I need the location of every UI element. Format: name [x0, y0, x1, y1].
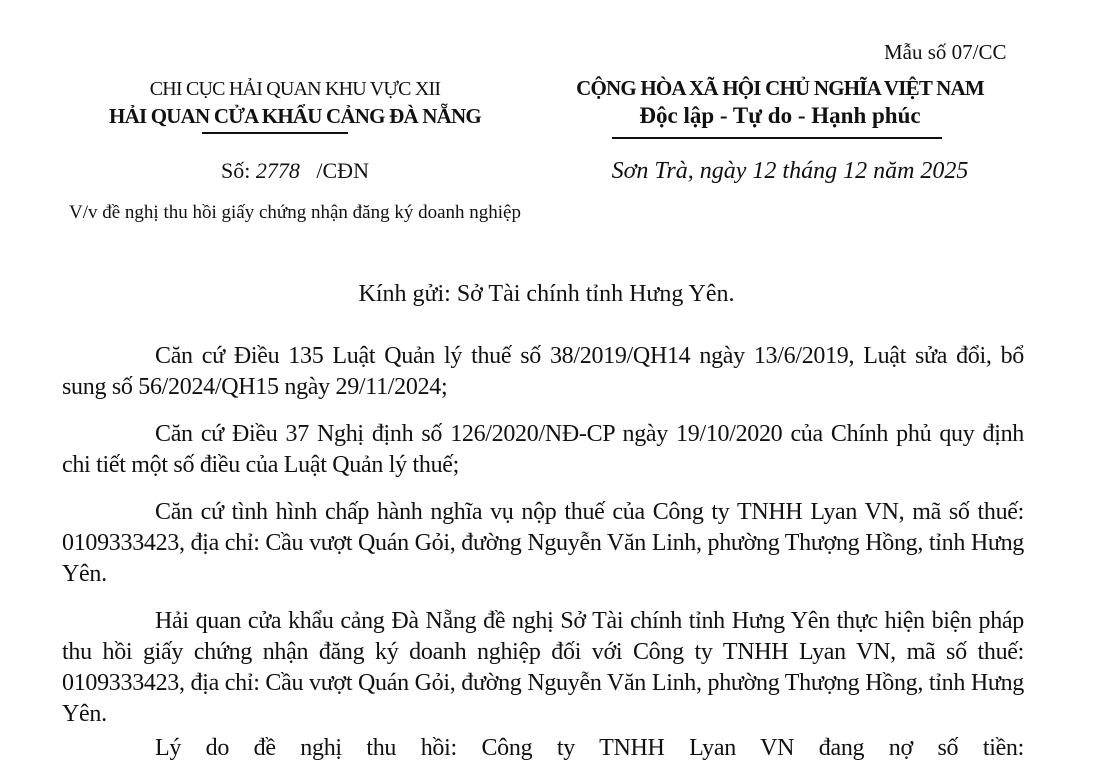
place-date: Sơn Trà, ngày 12 tháng 12 năm 2025 — [611, 158, 969, 184]
document-number-suffix: /CĐN — [316, 158, 369, 183]
document-number-value: 2778 — [255, 158, 300, 183]
body-paragraph: Căn cứ tình hình chấp hành nghĩa vụ nộp thuế của Công ty TNHH Lyan VN, mã số thuế: 0109333423, địa chỉ: Cầu vượt Quán Gỏi, đường Nguyễn Văn Linh, phường Thượng Hồng, tỉnh Hưng Yên. — [62, 499, 1024, 587]
agency-underline — [202, 132, 348, 134]
agency-name: HẢI QUAN CỬA KHẨU CẢNG ĐÀ NẴNG — [109, 104, 481, 128]
national-title: CỘNG HÒA XÃ HỘI CHỦ NGHĨA VIỆT NAM — [576, 76, 984, 100]
document-subject: V/v đề nghị thu hồi giấy chứng nhận đăng ký doanh nghiệp — [69, 202, 521, 223]
agency-parent: CHI CỤC HẢI QUAN KHU VỰC XII — [149, 78, 441, 100]
document-number-label: Số: — [221, 158, 251, 183]
body-paragraph: Căn cứ Điều 135 Luật Quản lý thuế số 38/2019/QH14 ngày 13/6/2019, Luật sửa đổi, bổ sung số 56/2024/QH15 ngày 29/11/2024; — [62, 343, 1024, 400]
body-paragraph: Lý do đề nghị thu hồi: Công ty TNHH Lyan VN đang nợ số tiền: — [155, 735, 1024, 761]
recipient: Kính gửi: Sở Tài chính tỉnh Hưng Yên. — [358, 281, 735, 307]
document-number — [60, 158, 530, 184]
form-number: Mẫu số 07/CC — [884, 40, 1007, 64]
national-motto: Độc lập - Tự do - Hạnh phúc — [639, 103, 921, 128]
motto-underline — [612, 137, 942, 139]
body-paragraph: Hải quan cửa khẩu cảng Đà Nẵng đề nghị Sở Tài chính tỉnh Hưng Yên thực hiện biện pháp thu hồi giấy chứng nhận đăng ký doanh nghiệp đối với Công ty TNHH Lyan VN, mã số thuế: 0109333423, địa chỉ: Cầu vượt Quán Gỏi, đường Nguyễn Văn Linh, phường Thượng Hồng, tỉnh Hưng Yên. — [62, 608, 1024, 727]
body-paragraph: Căn cứ Điều 37 Nghị định số 126/2020/NĐ-CP ngày 19/10/2020 của Chính phủ quy định chi tiết một số điều của Luật Quản lý thuế; — [62, 421, 1024, 478]
